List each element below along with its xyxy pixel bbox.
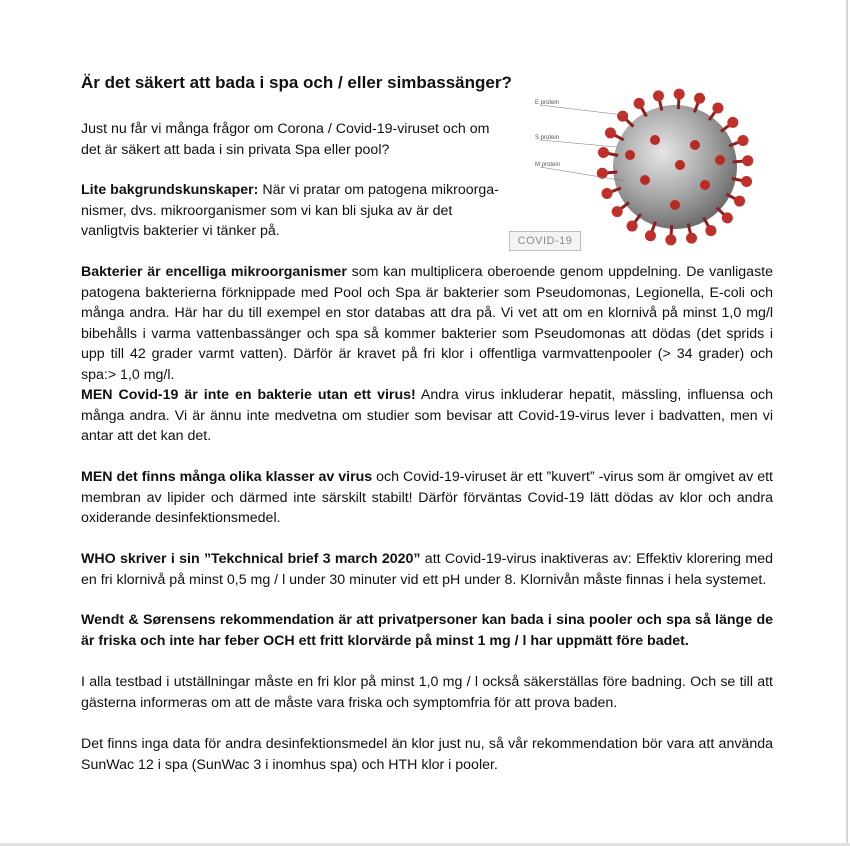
paragraph-who — [81, 549, 773, 590]
paragraph-bold: Bakterier är encelliga mikroorganismer — [81, 264, 347, 280]
spike-head — [598, 147, 609, 158]
paragraph-disinfectants — [81, 734, 773, 775]
paragraph-text: och Covid-19-viruset är ett ”kuvert” -virus som är omgivet av ett membran av lipider och därmed inte särskilt stabilt! Därför förväntas Covid-19 lätt dödas av klor och andra oxiderande desinfektionsmedel. — [81, 469, 773, 526]
surface-spike — [670, 200, 680, 210]
callout-m-protein: M protein — [535, 162, 561, 168]
paragraph-text: som kan multiplicera oberoende genom uppdelning. De vanligaste patogena bakterierna förknippade med Pool och Spa är bakterier som Pseudomonas, Legionella, E-coli och många andra. Här har du till exempel en stor databas att dra på. Vi vet att om en klornivå på minst 1,0 mg/l bibehålls i varma vattenbassänger och spa så kommer bakterier som Pseudomonas att dödas (det sprids i upp till 42 grader varmt vatten). Därför är kravet på fri klor i offentliga varmvattenpooler (> 34 grader) och spa:> 1,0 mg/l. — [81, 264, 773, 383]
spike-head — [727, 117, 738, 128]
paragraph-bold: WHO skriver i sin ”Tekchnical brief 3 march 2020” — [81, 551, 421, 567]
surface-spike — [700, 180, 710, 190]
surface-spike — [690, 140, 700, 150]
coronavirus-illustration — [505, 85, 765, 253]
spike-head — [674, 89, 685, 100]
paragraph-text: att Covid-19-virus inaktiveras av: Effektiv klorering med en fri klornivå på minst 0,5 mg / l under 30 minuter vid ett pH under 8. Klornivån måste finnas i hela systemet. — [81, 551, 773, 588]
paragraph-background — [81, 180, 506, 242]
document-title: Är det säkert att bada i spa och / eller simbassänger? — [81, 73, 512, 92]
paragraph-virus-classes — [81, 467, 773, 529]
paragraph-text: Det finns inga data för andra desinfektionsmedel än klor just nu, så vår rekommendation bör vara att använda SunWac 12 i spa (SunWac 3 i inomhus spa) och HTH klor i pooler. — [81, 736, 773, 773]
spike-head — [694, 93, 705, 104]
spike-head — [645, 230, 656, 241]
surface-spike — [640, 175, 650, 185]
paragraph-bold: MEN Covid-19 är inte en bakterie utan ett virus! — [81, 387, 416, 403]
paragraph-text: Just nu får vi många frågor om Corona / Covid-19-viruset och om det är säkert att bada i sin privata Spa eller pool? — [81, 121, 490, 158]
paragraph-recommendation — [81, 610, 773, 651]
spike-head — [627, 221, 638, 232]
paragraph-intro — [81, 119, 506, 160]
spike-head — [605, 127, 616, 138]
callout-s-protein: S protein — [535, 135, 560, 141]
paragraph-text: I alla testbad i utställningar måste en fri klor på minst 1,0 mg / l också säkerställas före badning. Och se till att gästerna informeras om att de måste vara friska och symptomfria för att prova baden. — [81, 674, 773, 711]
paragraph-bold: Lite bakgrundskunskaper: — [81, 182, 259, 198]
spike-head — [601, 188, 612, 199]
spike-head — [742, 155, 753, 166]
spike-head — [722, 212, 733, 223]
paragraph-bold: Wendt & Sørensens rekommendation är att privatpersoner kan bada i sina pooler och spa så länge de är friska och inte har feber OCH ett fritt klorvärde på minst 1 mg / l har uppmätt före badet. — [81, 612, 773, 649]
surface-spike — [650, 135, 660, 145]
spike-head — [712, 102, 723, 113]
spike-head — [705, 225, 716, 236]
surface-spike — [625, 150, 635, 160]
page-edge-right — [846, 0, 848, 846]
spike-head — [734, 196, 745, 207]
paragraph-exhibitions — [81, 672, 773, 713]
spike-head — [738, 135, 749, 146]
paragraph-bacteria — [81, 262, 773, 385]
covid-19-label: COVID-19 — [509, 231, 581, 251]
spike-head — [612, 206, 623, 217]
spike-head — [617, 111, 628, 122]
spike-head — [634, 98, 645, 109]
spike-head — [665, 234, 676, 245]
surface-spike — [715, 155, 725, 165]
callout-e-protein: E protein — [535, 100, 560, 106]
paragraph-virus — [81, 385, 773, 447]
paragraph-bold: MEN det finns många olika klasser av virus — [81, 469, 373, 485]
surface-spike — [675, 160, 685, 170]
paragraph-text: När vi pratar om patogena mikroorga-nismer, dvs. mikroorganismer som vi kan bli sjuka av är det vanligtvis bakterier vi tänker på. — [81, 182, 499, 239]
spike-head — [653, 90, 664, 101]
virus-drawing — [505, 85, 765, 253]
spike-head — [741, 176, 752, 187]
spike-head — [686, 233, 697, 244]
paragraph-text: Andra virus inkluderar hepatit, mässling, influensa och många andra. Vi är ännu inte medvetna om studier som bevisar att Covid-19-virus lever i badvatten, men vi antar att det kan det. — [81, 387, 773, 444]
